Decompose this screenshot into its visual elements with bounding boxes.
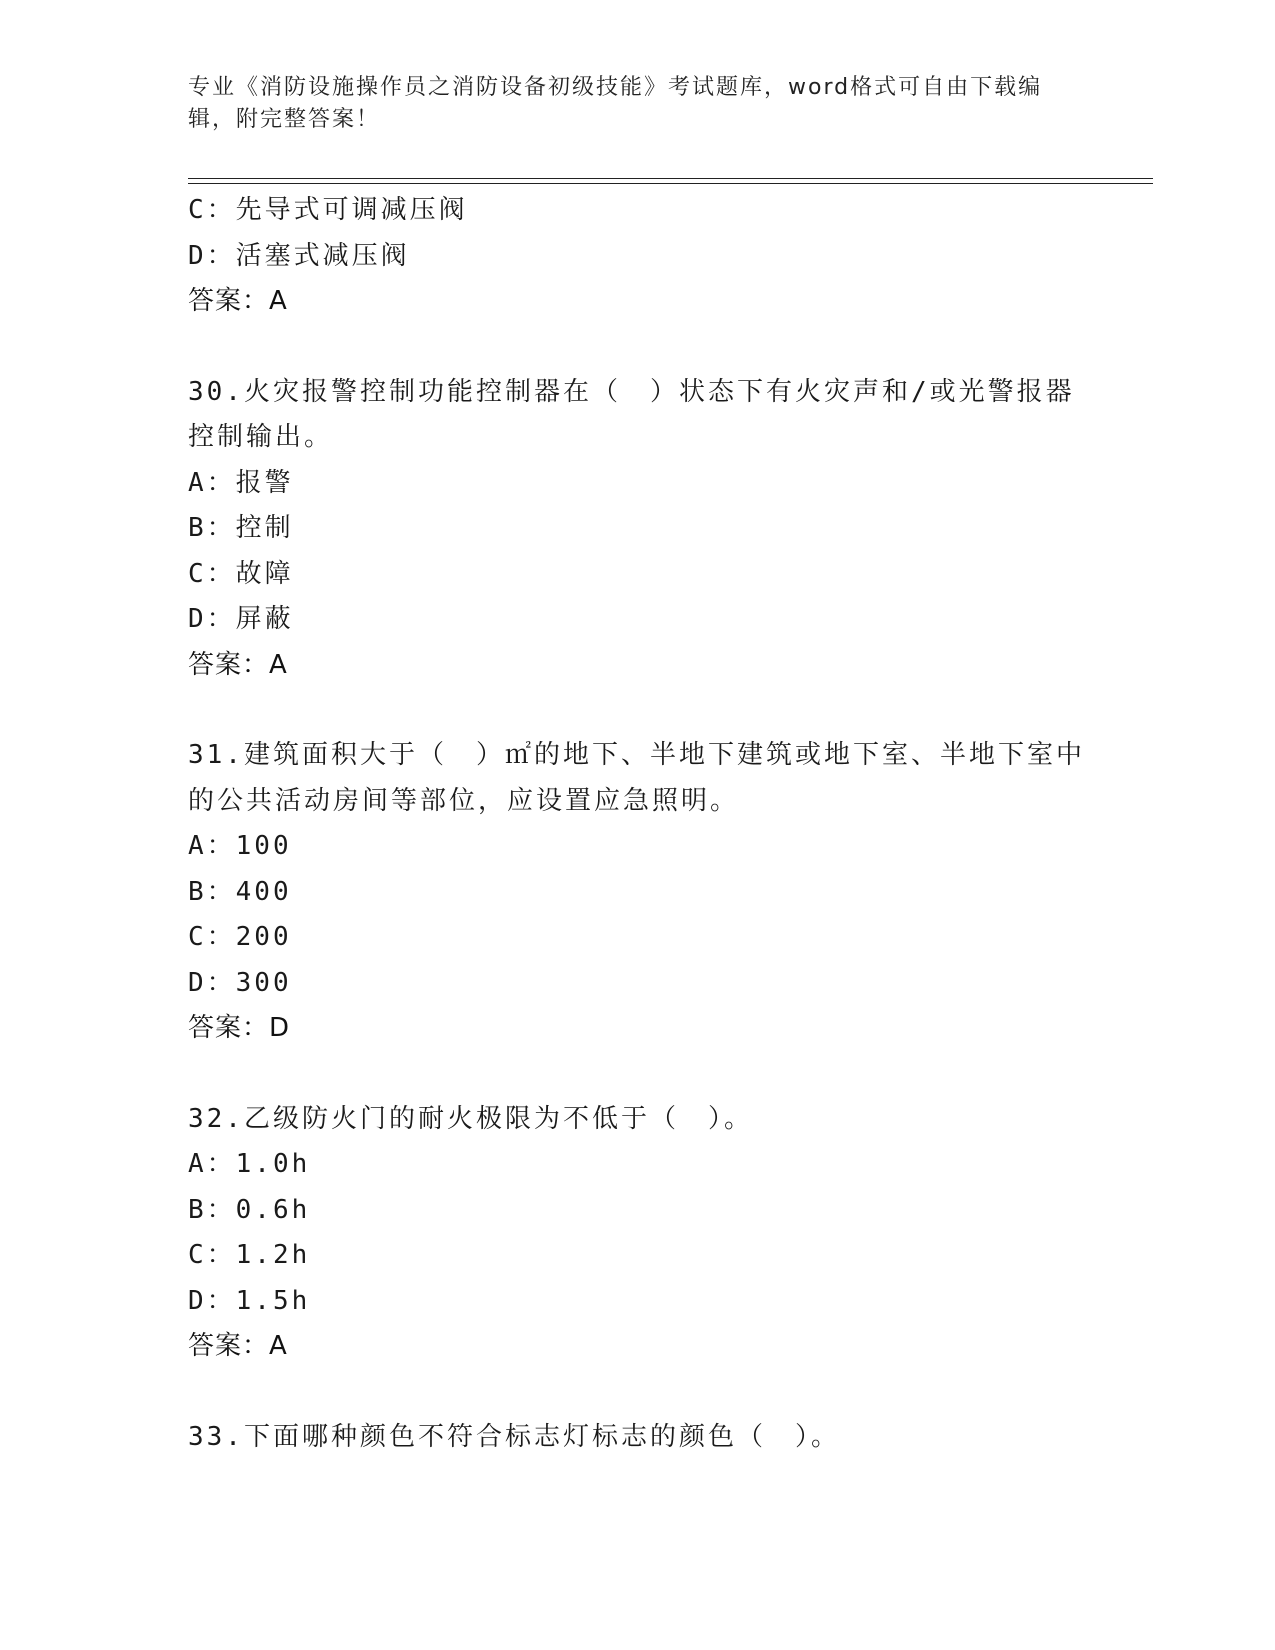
- option-d: D：1.5h: [188, 1285, 311, 1316]
- previous-question-continuation: [188, 188, 1088, 325]
- option-c: C：200: [188, 922, 292, 952]
- option-d: D：300: [188, 967, 292, 998]
- option-c: C：先导式可调减压阀: [188, 195, 468, 225]
- header-divider-top: [188, 178, 1153, 179]
- question-list: [188, 188, 1088, 1460]
- option-b: B：0.6h: [188, 1194, 311, 1225]
- question-stem: 33.下面哪种颜色不符合标志灯标志的颜色（ ）。: [188, 1421, 840, 1452]
- option-d: D：活塞式减压阀: [188, 240, 410, 271]
- option-b: B：400: [188, 876, 292, 907]
- question-33: [188, 1415, 1088, 1461]
- option-a: A：100: [188, 831, 292, 861]
- answer: 答案：A: [188, 1331, 288, 1361]
- question-stem: 32.乙级防火门的耐火极限为不低于（ ）。: [188, 1103, 753, 1134]
- document-header: 专业《消防设施操作员之消防设备初级技能》考试题库，word格式可自由下载编辑，附完整答案！: [188, 75, 1043, 132]
- answer: 答案：A: [188, 649, 288, 680]
- option-d: D：屏蔽: [188, 604, 294, 634]
- question-30: [188, 370, 1088, 689]
- question-stem-continued: 的公共活动房间等部位，应设置应急照明。: [188, 785, 740, 816]
- question-stem: 30.火灾报警控制功能控制器在（ ）状态下有火灾声和/或光警报器: [188, 376, 1075, 407]
- answer: 答案：D: [188, 1013, 291, 1043]
- option-a: A：报警: [188, 467, 294, 498]
- option-c: C：故障: [188, 558, 294, 589]
- option-b: B：控制: [188, 513, 294, 543]
- answer: 答案：A: [188, 286, 288, 316]
- question-31: [188, 733, 1088, 1052]
- question-32: [188, 1097, 1088, 1370]
- question-stem-continued: 控制输出。: [188, 422, 334, 452]
- header-divider-bottom: [188, 183, 1153, 184]
- question-stem: 31.建筑面积大于（ ）㎡的地下、半地下建筑或地下室、半地下室中: [188, 740, 1085, 770]
- option-c: C：1.2h: [188, 1240, 311, 1270]
- option-a: A：1.0h: [188, 1149, 311, 1179]
